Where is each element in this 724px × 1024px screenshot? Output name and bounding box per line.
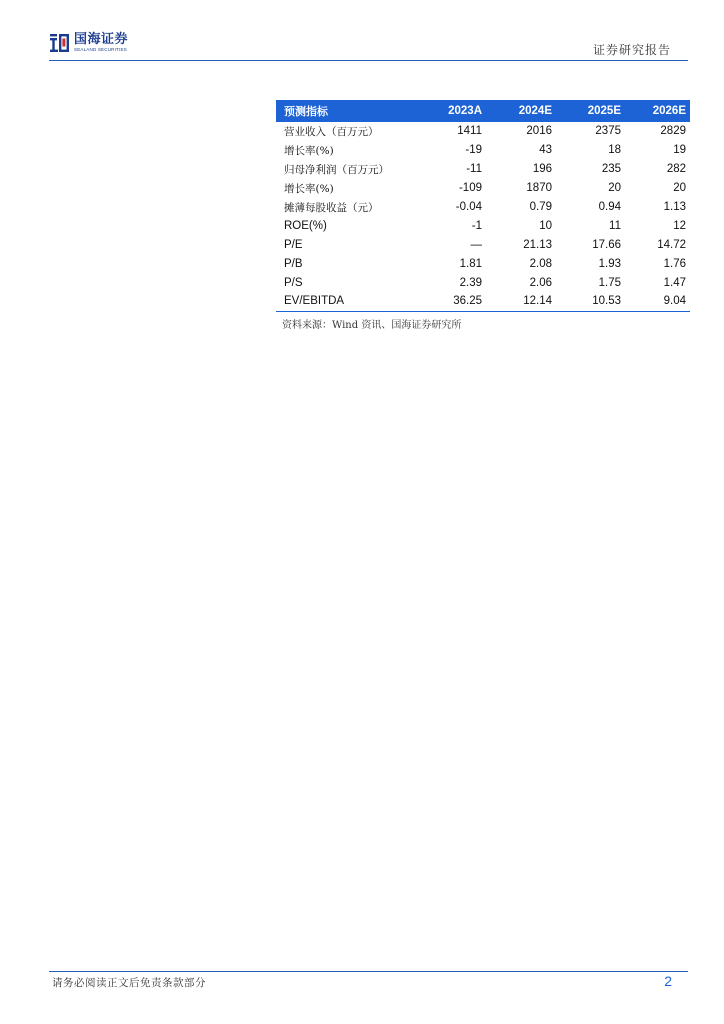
table-cell: 2.08	[529, 257, 552, 270]
column-header: 2025E	[587, 105, 621, 117]
table-cell: -0.04	[455, 201, 482, 213]
logo-chinese-name: 国海证券	[74, 32, 129, 48]
sealand-logo-icon	[49, 32, 71, 54]
column-header: 预测指标	[284, 105, 328, 118]
row-label: P/S	[284, 276, 303, 289]
table-row	[276, 216, 690, 235]
table-cell: 20	[608, 182, 621, 195]
table-cell: 282	[666, 163, 686, 176]
table-cell: 21.13	[523, 238, 552, 251]
table-cell: 18	[608, 144, 621, 157]
row-label: 营业收入（百万元）	[284, 125, 379, 138]
header-divider	[49, 60, 688, 61]
table-cell: 10	[539, 219, 552, 232]
table-cell: 0.79	[529, 201, 552, 213]
table-cell: 1.75	[598, 276, 621, 289]
table-cell: 1.81	[459, 257, 482, 270]
column-header: 2023A	[448, 105, 482, 117]
forecast-table-container	[276, 100, 690, 312]
table-cell: 2016	[526, 125, 552, 138]
table-row	[276, 122, 690, 141]
table-cell: 20	[673, 182, 686, 195]
row-label: P/E	[284, 238, 303, 251]
row-label: 增长率(%)	[284, 182, 334, 195]
table-cell: 9.04	[625, 292, 690, 311]
forecast-table	[276, 100, 690, 312]
table-cell: 19	[673, 144, 686, 157]
row-label: ROE(%)	[284, 219, 327, 232]
column-header: 2024E	[518, 105, 552, 117]
table-row	[276, 254, 690, 273]
table-cell: -11	[466, 163, 482, 176]
footer-disclaimer: 请务必阅读正文后免责条款部分	[52, 977, 206, 989]
table-cell: 2.06	[529, 276, 552, 289]
company-logo	[49, 32, 128, 54]
table-cell: 12.14	[486, 292, 556, 311]
logo-english-name: SEALAND SECURITIES	[74, 47, 127, 53]
table-cell: 17.66	[592, 238, 621, 251]
table-cell: 14.72	[657, 238, 686, 251]
table-cell: 196	[532, 163, 552, 176]
table-cell: 1411	[457, 125, 482, 138]
row-label: 归母净利润（百万元）	[284, 163, 389, 176]
table-cell: -1	[471, 219, 482, 232]
page-header	[0, 0, 724, 62]
table-cell: -109	[458, 182, 482, 195]
table-row	[276, 292, 690, 311]
table-cell: 1870	[526, 182, 552, 195]
report-type-label: 证券研究报告	[592, 43, 671, 57]
table-row	[276, 179, 690, 198]
table-cell: 10.53	[556, 292, 625, 311]
table-cell: 43	[539, 144, 552, 157]
row-label: 摊薄每股收益（元）	[284, 201, 379, 214]
row-label: 增长率(%)	[284, 144, 334, 157]
table-cell: -19	[465, 144, 482, 157]
table-cell: 1.47	[663, 276, 686, 289]
data-source-note: 资料来源：Wind 资讯、国海证券研究所	[282, 320, 462, 331]
row-label: P/B	[284, 257, 303, 270]
page-number: 2	[664, 973, 672, 989]
table-row	[276, 160, 690, 179]
table-cell: 1.93	[598, 257, 621, 270]
table-row	[276, 273, 690, 292]
column-header: 2026E	[652, 105, 686, 117]
table-cell: 11	[609, 219, 621, 232]
table-cell: 235	[601, 163, 621, 176]
table-row	[276, 141, 690, 160]
table-cell: 0.94	[598, 201, 621, 213]
table-cell: 1.76	[663, 257, 686, 270]
table-cell: 1.13	[663, 201, 686, 213]
row-label: EV/EBITDA	[276, 292, 416, 311]
table-row	[276, 235, 690, 254]
table-cell: 2829	[660, 125, 686, 138]
table-cell: 36.25	[416, 292, 486, 311]
table-cell: 12	[673, 219, 686, 232]
footer-divider	[49, 971, 688, 972]
table-row	[276, 198, 690, 217]
table-cell: 2.39	[459, 276, 482, 289]
table-cell: 2375	[595, 125, 621, 138]
table-header-row	[276, 100, 690, 122]
table-cell: —	[470, 238, 482, 251]
